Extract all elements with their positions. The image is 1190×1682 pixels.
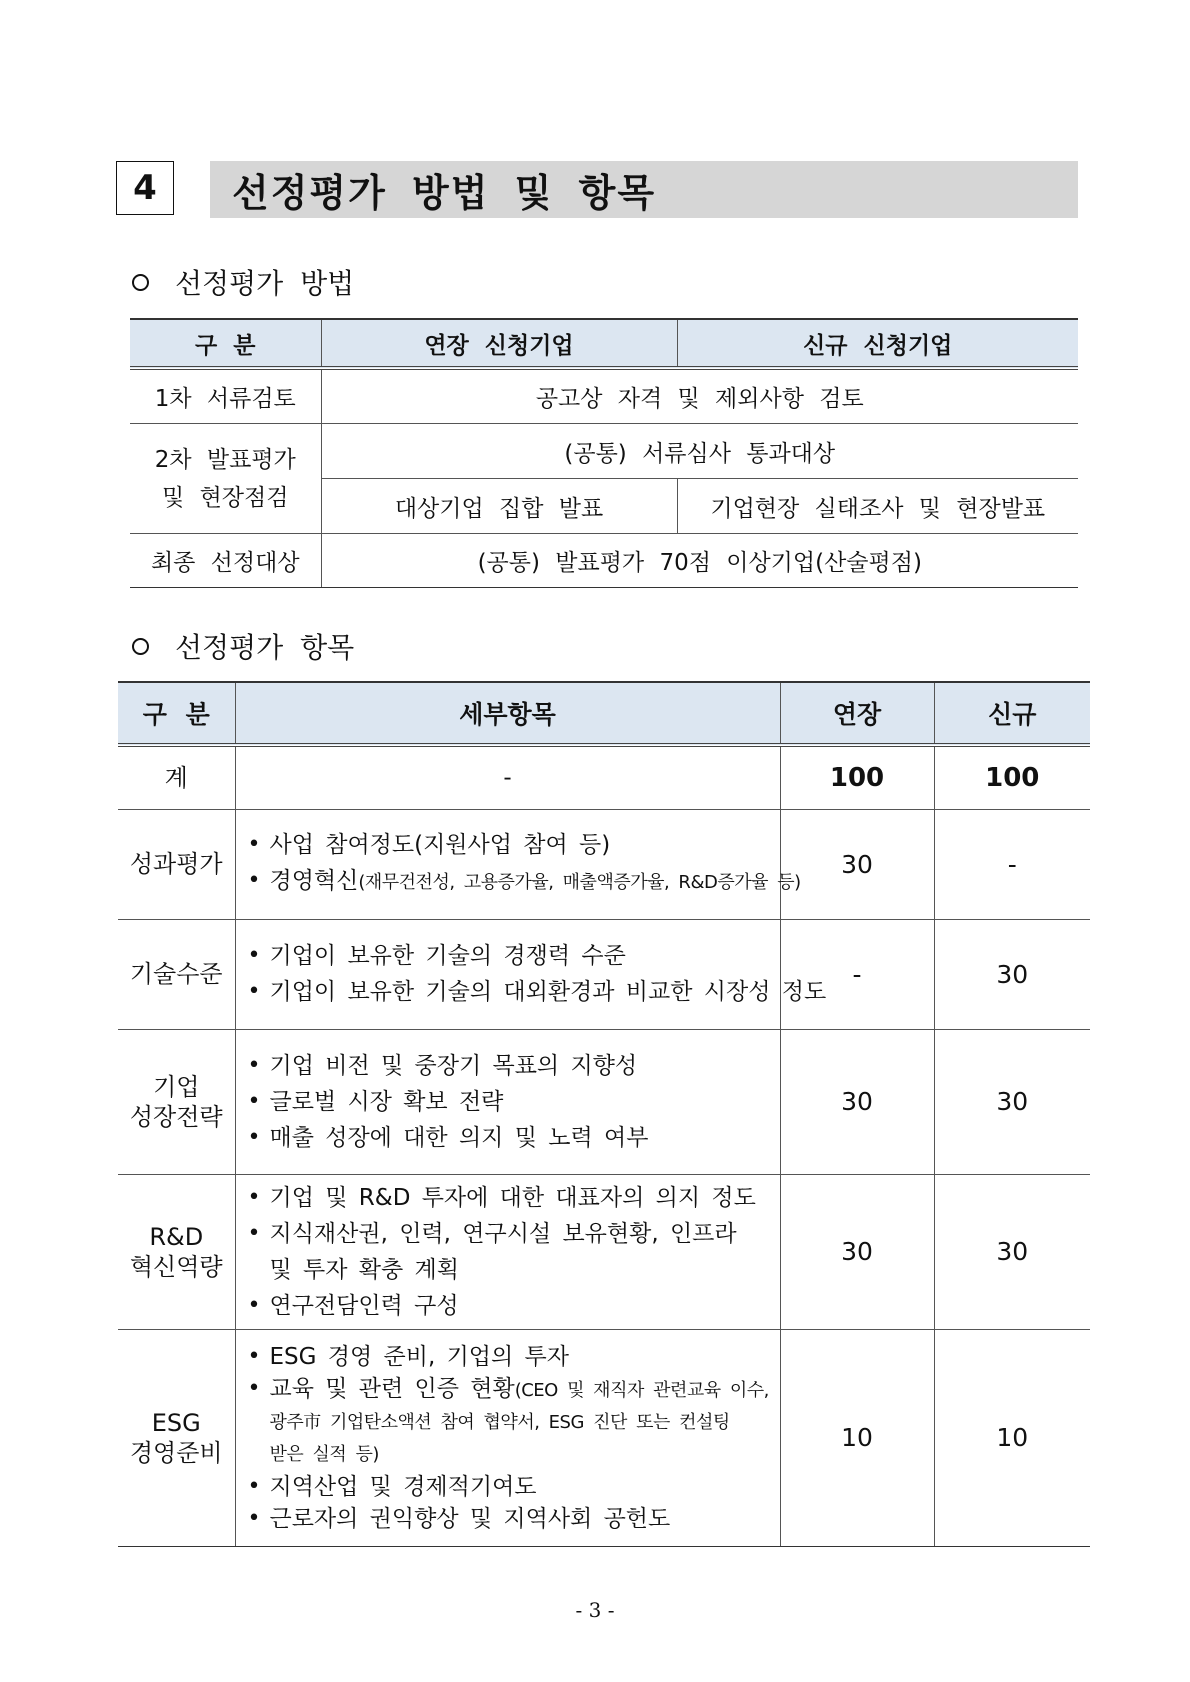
- row-label-line: 성과평가: [129, 850, 223, 878]
- header-category: 구 분: [130, 319, 321, 368]
- header-category: 구 분: [118, 682, 235, 745]
- row-details: [235, 809, 801, 919]
- table-row: [118, 919, 1090, 1029]
- table-row: [130, 424, 1078, 479]
- row-value: (공통) 발표평가 70점 이상기업(산술평점): [321, 534, 1078, 588]
- row-label-line: 및 현장점검: [162, 484, 289, 511]
- method-heading: 선정평가 방법: [175, 267, 355, 300]
- table-row: [118, 745, 1090, 809]
- section-number: 4: [116, 161, 174, 215]
- row-label-line: 혁신역량: [129, 1252, 223, 1281]
- detail-text: 경영혁신: [269, 868, 359, 894]
- row-label: [118, 1174, 235, 1329]
- detail-text: 글로벌 시장 확보 전략: [269, 1088, 504, 1115]
- row-label: 계: [118, 745, 235, 809]
- items-table: [118, 681, 1090, 1547]
- detail-item: [248, 863, 801, 901]
- header-new: 신규: [934, 682, 1090, 745]
- row-extension-score: 10: [780, 1329, 934, 1546]
- method-table-header: [130, 319, 1078, 368]
- header-detail: 세부항목: [235, 682, 780, 745]
- row-label: [118, 1029, 235, 1174]
- detail-item: [248, 974, 827, 1010]
- items-table-header: [118, 682, 1090, 745]
- method-table: [130, 318, 1078, 588]
- detail-text: 기업이 보유한 기술의 경쟁력 수준: [269, 943, 626, 969]
- items-heading: 선정평가 항목: [175, 631, 355, 664]
- detail-item: [248, 1120, 780, 1156]
- row-label-line: 2차 발표평가: [154, 446, 296, 473]
- row-value-new: 기업현장 실태조사 및 현장발표: [677, 479, 1078, 534]
- row-new-score: 30: [934, 1174, 1090, 1329]
- detail-item: [248, 1288, 780, 1324]
- detail-text: 연구전담인력 구성: [269, 1292, 459, 1319]
- detail-text: 근로자의 권익향상 및 지역사회 공헌도: [269, 1505, 671, 1532]
- detail-text: 기업이 보유한 기술의 대외환경과 비교한 시장성 정도: [269, 979, 827, 1005]
- detail-note: (재무건전성, 고용증가율, 매출액증가율, R&D증가율 등): [358, 872, 801, 893]
- row-label: [118, 1329, 235, 1546]
- row-extension-score: -: [780, 919, 934, 1029]
- row-new-score: 30: [934, 1029, 1090, 1174]
- row-label-line: 기업: [153, 1072, 200, 1101]
- row-new-score: 100: [934, 745, 1090, 809]
- section-title: 선정평가 방법 및 항목: [210, 161, 1078, 218]
- detail-text: 기업 및 R&D 투자에 대한 대표자의 의지 정도: [269, 1184, 756, 1211]
- row-label: [118, 919, 235, 1029]
- row-value: 공고상 자격 및 제외사항 검토: [321, 368, 1078, 424]
- header-extension: 연장: [780, 682, 934, 745]
- detail-note-continued: 광주市 기업탄소액션 참여 협약서, ESG 진단 또는 컨설팅: [269, 1411, 730, 1433]
- row-new-score: 10: [934, 1329, 1090, 1546]
- table-row: [130, 534, 1078, 588]
- page-number: - 3 -: [575, 1598, 615, 1622]
- row-label-line: ESG: [151, 1408, 201, 1437]
- row-value-common: (공통) 서류심사 통과대상: [321, 424, 1078, 479]
- detail-text-continued: 및 투자 확충 계획: [269, 1256, 459, 1283]
- table-row: [118, 1174, 1090, 1329]
- row-value-extension: 대상기업 집합 발표: [321, 479, 677, 534]
- row-label-line: 기술수준: [129, 960, 223, 988]
- row-details: [235, 919, 827, 1029]
- row-new-score: 30: [934, 919, 1090, 1029]
- row-label: [130, 424, 321, 534]
- detail-text: 지식재산권, 인력, 연구시설 보유현황, 인프라: [269, 1220, 737, 1247]
- method-heading-row: [132, 262, 354, 302]
- detail-item: [248, 1373, 780, 1471]
- detail-item: [248, 1180, 780, 1216]
- row-details: [235, 1329, 780, 1546]
- detail-item: [248, 1341, 780, 1373]
- row-extension-score: 30: [780, 809, 934, 919]
- row-label-line: R&D: [149, 1222, 204, 1251]
- row-new-score: -: [934, 809, 1090, 919]
- detail-text: 기업 비전 및 중장기 목표의 지향성: [269, 1052, 638, 1079]
- detail-text: 사업 참여정도(지원사업 참여 등): [269, 832, 611, 858]
- row-label-line: 성장전략: [129, 1102, 223, 1131]
- table-row: [118, 809, 1090, 919]
- detail-text: 교육 및 관련 인증 현황: [269, 1375, 515, 1402]
- items-heading-row: [132, 626, 354, 666]
- row-extension-score: 30: [780, 1174, 934, 1329]
- table-row: [118, 1029, 1090, 1174]
- row-label-line: 경영준비: [129, 1438, 223, 1467]
- detail-text: 지역산업 및 경제적기여도: [269, 1473, 537, 1500]
- detail-item: [248, 1471, 780, 1503]
- detail-item: [248, 938, 780, 974]
- detail-note: (CEO 및 재직자 관련교육 이수,: [514, 1379, 769, 1401]
- row-details: [235, 1029, 780, 1174]
- detail-item: [248, 1048, 780, 1084]
- row-label: [118, 809, 235, 919]
- detail-item: [248, 1084, 780, 1120]
- detail-item: [248, 1503, 780, 1535]
- detail-item: [248, 827, 780, 863]
- row-extension-score: 100: [780, 745, 934, 809]
- header-extension: 연장 신청기업: [321, 319, 677, 368]
- header-new: 신규 신청기업: [677, 319, 1078, 368]
- row-label: 최종 선정대상: [130, 534, 321, 588]
- detail-text: ESG 경영 준비, 기업의 투자: [269, 1343, 569, 1370]
- row-detail: -: [235, 745, 780, 809]
- circle-bullet-icon: [132, 638, 149, 655]
- row-details: [235, 1174, 780, 1329]
- table-row: [130, 368, 1078, 424]
- detail-note-continued: 받은 실적 등): [269, 1443, 379, 1465]
- table-row: [118, 1329, 1090, 1546]
- row-label: 1차 서류검토: [130, 368, 321, 424]
- row-extension-score: 30: [780, 1029, 934, 1174]
- detail-text: 매출 성장에 대한 의지 및 노력 여부: [269, 1124, 649, 1151]
- detail-item: [248, 1216, 780, 1288]
- circle-bullet-icon: [132, 274, 149, 291]
